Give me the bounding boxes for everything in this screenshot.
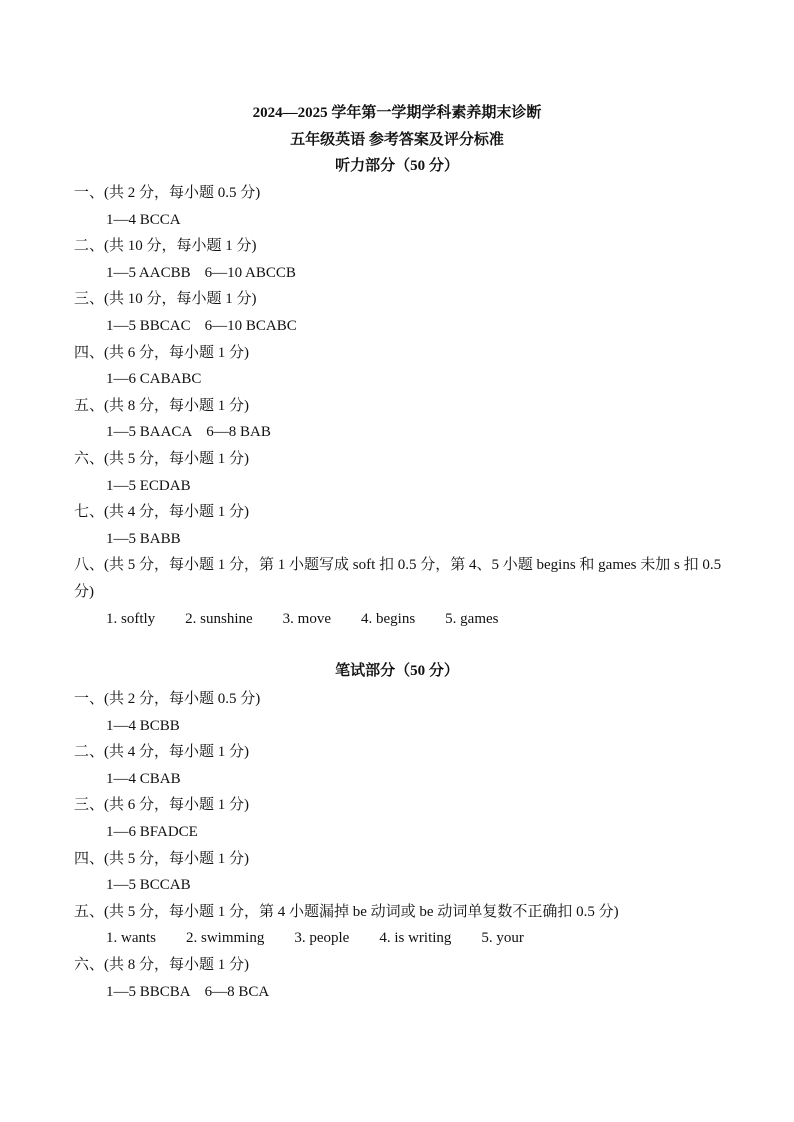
- question-group: [0, 552, 794, 632]
- question-scoring: (共 2 分，每小题 0.5 分): [104, 185, 261, 201]
- answer-segment: 3. move: [282, 610, 331, 627]
- answer-segment: 5. games: [445, 610, 499, 627]
- question-scoring: (共 8 分，每小题 1 分): [104, 956, 250, 973]
- question-number: 八、: [74, 557, 105, 574]
- question-header: [0, 393, 794, 420]
- writing-section: [0, 686, 794, 1005]
- question-number: 一、: [74, 691, 105, 707]
- answer-segment: 1—4 BCCA: [106, 211, 181, 228]
- answer-segment: 1—5 BAACA: [106, 424, 193, 441]
- question-header: [0, 340, 794, 367]
- question-group: [0, 952, 794, 1005]
- question-header: [0, 233, 794, 260]
- answer-segment: 1—4 CBAB: [106, 770, 181, 787]
- answer-segment: 2. swimming: [186, 930, 265, 947]
- answer-segment: 4. is writing: [379, 930, 452, 947]
- listening-section: [0, 180, 794, 632]
- answer-segment: 6—8 BCA: [204, 983, 270, 1000]
- question-number: 二、: [74, 238, 105, 255]
- question-number: 四、: [74, 850, 105, 867]
- question-number: 五、: [74, 397, 105, 414]
- question-group: [0, 446, 794, 499]
- question-scoring: (共 6 分，每小题 1 分): [104, 344, 250, 361]
- question-header: [0, 446, 794, 473]
- answer-segment: 1. softly: [106, 610, 156, 627]
- question-group: [0, 846, 794, 899]
- answer-segment: 6—10 ABCCB: [204, 264, 296, 281]
- listening-section-heading: 听力部分（50 分）: [335, 158, 459, 174]
- answer-segment: 1—5 AACBB: [106, 264, 191, 281]
- question-group: [0, 792, 794, 845]
- question-scoring: (共 10 分，每小题 1 分): [104, 291, 257, 308]
- document-subtitle: 五年级英语 参考答案及评分标准: [290, 132, 504, 148]
- question-group: [0, 180, 794, 233]
- answer-segment: 1—5 ECDAB: [106, 477, 191, 494]
- question-header: [0, 552, 794, 605]
- question-group: [0, 899, 794, 952]
- answer-line: [0, 713, 794, 740]
- question-group: [0, 233, 794, 286]
- answer-segment: 5. your: [481, 930, 524, 947]
- question-scoring: (共 5 分，每小题 1 分): [104, 450, 250, 467]
- question-scoring: (共 5 分，每小题 1 分，第 1 小题写成 soft 扣 0.5 分，第 4、5 小题 begins 和 games 未加 s 扣 0.5 分): [74, 557, 722, 600]
- answer-segment: 6—8 BAB: [206, 424, 271, 441]
- question-group: [0, 739, 794, 792]
- question-number: 六、: [74, 956, 105, 973]
- writing-section-heading: 笔试部分（50 分）: [335, 663, 459, 679]
- question-number: 四、: [74, 344, 105, 361]
- question-group: [0, 340, 794, 393]
- answer-segment: 1—5 BCCAB: [106, 877, 191, 894]
- answer-segment: 1—4 BCBB: [106, 717, 180, 734]
- answer-segment: 3. people: [294, 930, 350, 947]
- answer-line: [0, 766, 794, 793]
- question-scoring: (共 2 分，每小题 0.5 分): [104, 691, 261, 707]
- question-group: [0, 499, 794, 552]
- question-number: 三、: [74, 291, 105, 308]
- question-header: [0, 952, 794, 979]
- answer-segment: 1. wants: [106, 930, 156, 947]
- question-group: [0, 286, 794, 339]
- answer-line: [0, 925, 794, 952]
- question-group: [0, 393, 794, 446]
- question-number: 七、: [74, 504, 105, 521]
- answer-line: [0, 313, 794, 340]
- question-scoring: (共 4 分，每小题 1 分): [104, 504, 250, 521]
- answer-segment: 1—5 BBCBA: [106, 983, 191, 1000]
- question-number: 一、: [74, 185, 105, 201]
- answer-line: [0, 526, 794, 553]
- question-header: [0, 899, 794, 926]
- answer-segment: 1—6 BFADCE: [106, 823, 198, 840]
- answer-line: [0, 366, 794, 393]
- answer-line: [0, 819, 794, 846]
- question-header: [0, 846, 794, 873]
- answer-line: [0, 419, 794, 446]
- question-header: [0, 739, 794, 766]
- answer-line: [0, 473, 794, 500]
- answer-line: [0, 979, 794, 1006]
- answer-line: [0, 260, 794, 287]
- question-header: [0, 499, 794, 526]
- question-header: [0, 686, 794, 713]
- question-number: 六、: [74, 450, 105, 467]
- question-number: 二、: [74, 744, 105, 761]
- question-scoring: (共 4 分，每小题 1 分): [104, 744, 250, 761]
- question-scoring: (共 6 分，每小题 1 分): [104, 797, 250, 814]
- answer-segment: 1—5 BBCAC: [106, 317, 191, 334]
- question-scoring: (共 10 分，每小题 1 分): [104, 238, 257, 255]
- question-header: [0, 286, 794, 313]
- question-scoring: (共 5 分，每小题 1 分，第 4 小题漏掉 be 动词或 be 动词单复数不正确扣 0.5 分): [104, 903, 619, 920]
- answer-line: [0, 606, 794, 633]
- question-group: [0, 686, 794, 739]
- answer-segment: 1—6 CABABC: [106, 371, 202, 388]
- question-header: [0, 180, 794, 207]
- answer-segment: 1—5 BABB: [106, 530, 181, 547]
- answer-segment: 6—10 BCABC: [204, 317, 297, 334]
- question-number: 五、: [74, 903, 105, 920]
- question-scoring: (共 5 分，每小题 1 分): [104, 850, 250, 867]
- answer-segment: 4. begins: [361, 610, 416, 627]
- question-header: [0, 792, 794, 819]
- answer-line: [0, 207, 794, 234]
- document-title: 2024—2025 学年第一学期学科素养期末诊断: [252, 105, 542, 121]
- answer-line: [0, 872, 794, 899]
- question-number: 三、: [74, 797, 105, 814]
- answer-segment: 2. sunshine: [185, 610, 253, 627]
- question-scoring: (共 8 分，每小题 1 分): [104, 397, 250, 414]
